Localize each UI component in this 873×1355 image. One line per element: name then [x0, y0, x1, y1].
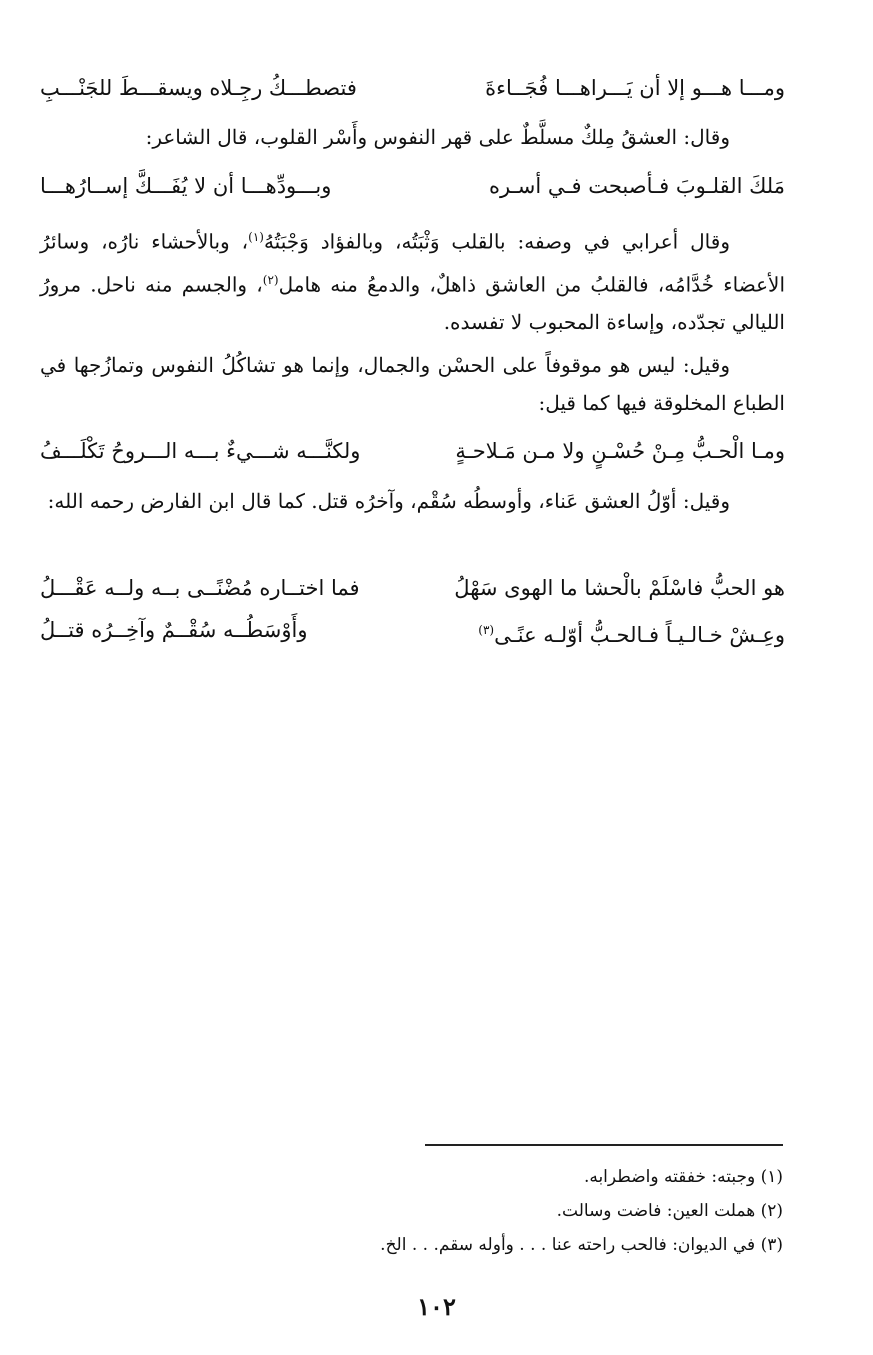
verse-line-5: [40, 612, 785, 648]
verse-hemistich-first: مَلكَ القلـوبَ فـأصبحت فـي أسـره: [489, 174, 785, 198]
verse-text: وعِـشْ خـالـيـاً فـالحـبُّ أوّلـه عنًـى: [494, 623, 785, 647]
verse-hemistich-first: هو الحبُّ فاسْلَمْ بالْحشا ما الهوى سَهْلُ: [454, 576, 785, 600]
footnote-1: (١) وجبته: خفقته واضطرابه.: [583, 1167, 783, 1187]
verse-hemistich-second: ولكنَّـــه شـــيءٌ بـــه الـــروحُ تَكْلَـــفُ: [40, 439, 361, 463]
verse-hemistich-first: ومـا الْحـبُّ مِـنْ حُسْـنٍ ولا مـن مَـلاحـةٍ: [455, 439, 785, 463]
footnote-ref-3: (٣): [478, 623, 495, 637]
paragraph-text: وقيل: ليس هو موقوفاً على الحسْن والجمال، وإنما هو تشاكُلُ النفوس وتمازُجها في الطباع المخلوقة فيها كما قيل:: [40, 353, 785, 415]
verse-hemistich-first: [478, 612, 785, 653]
footnotes: [283, 1160, 783, 1262]
verse-hemistich-second: فما اختــاره مُضْنًــى بــه ولــه عَقْـــلُ: [40, 576, 360, 600]
paragraph-3: [40, 346, 785, 422]
paragraph-4: [40, 482, 785, 520]
paragraph-text-part: ، والجسم منه ناحل. مرورُ الليالي تجدّده، وإساءة المحبوب لا تفسده.: [40, 272, 785, 335]
paragraph-text-part: وقال أعرابي في وصفه: بالقلب وَثْبَتُه، وبالفؤاد وَجْبَتُهُ: [263, 229, 730, 254]
verse-line-3: [40, 433, 785, 469]
verse-hemistich-second: وأَوْسَطُــه سُقْــمٌ وآخِــرُه قتــلُ: [40, 618, 308, 642]
paragraph-text: وقال: العشقُ مِلكٌ مسلَّطٌ على قهر النفوس وأَسْر القلوب، قال الشاعر:: [145, 125, 730, 149]
footnote-ref-1: (١): [248, 230, 264, 244]
verse-hemistich-first: ومـــا هـــو إلا أن يَـــراهـــا فُجَــاءةَ: [485, 76, 785, 100]
verse-line-2: [40, 168, 785, 204]
verse-line-1: [40, 70, 785, 106]
paragraph-2: [40, 218, 785, 341]
verse-hemistich-second: فتصطـــكُ رجِـلاه ويسقـــطَ للجَنْـــبِ: [40, 76, 357, 100]
paragraph-text: وقيل: أوّلُ العشق عَناء، وأوسطُه سُقْم، وآخرُه قتل. كما قال ابن الفارض رحمه الله:: [47, 489, 730, 513]
page-number: ١٠٢: [417, 1292, 456, 1321]
paragraph-1: [40, 118, 785, 156]
paragraph-text-part: ، وبالأحشاء نارُه، وسائرُ الأعضاء خُدَّامُه، فالقلبُ من العاشق ذاهلٌ، والدمعُ منه هامل: [40, 229, 786, 297]
footnote-ref-2: (٢): [262, 272, 279, 287]
verse-hemistich-second: وبـــودِّهـــا أن لا يُفَـــكَّ إســارُهـــا: [40, 174, 332, 198]
footnote-3: (٣) في الديوان: فالحب راحته عنا . . . وأوله سقم. . . الخ.: [380, 1235, 783, 1255]
footnote-2: (٢) هملت العين: فاضت وسالت.: [556, 1201, 783, 1221]
footnote-divider: [425, 1144, 783, 1146]
verse-line-4: [40, 570, 785, 606]
paragraph-text: [40, 218, 785, 341]
